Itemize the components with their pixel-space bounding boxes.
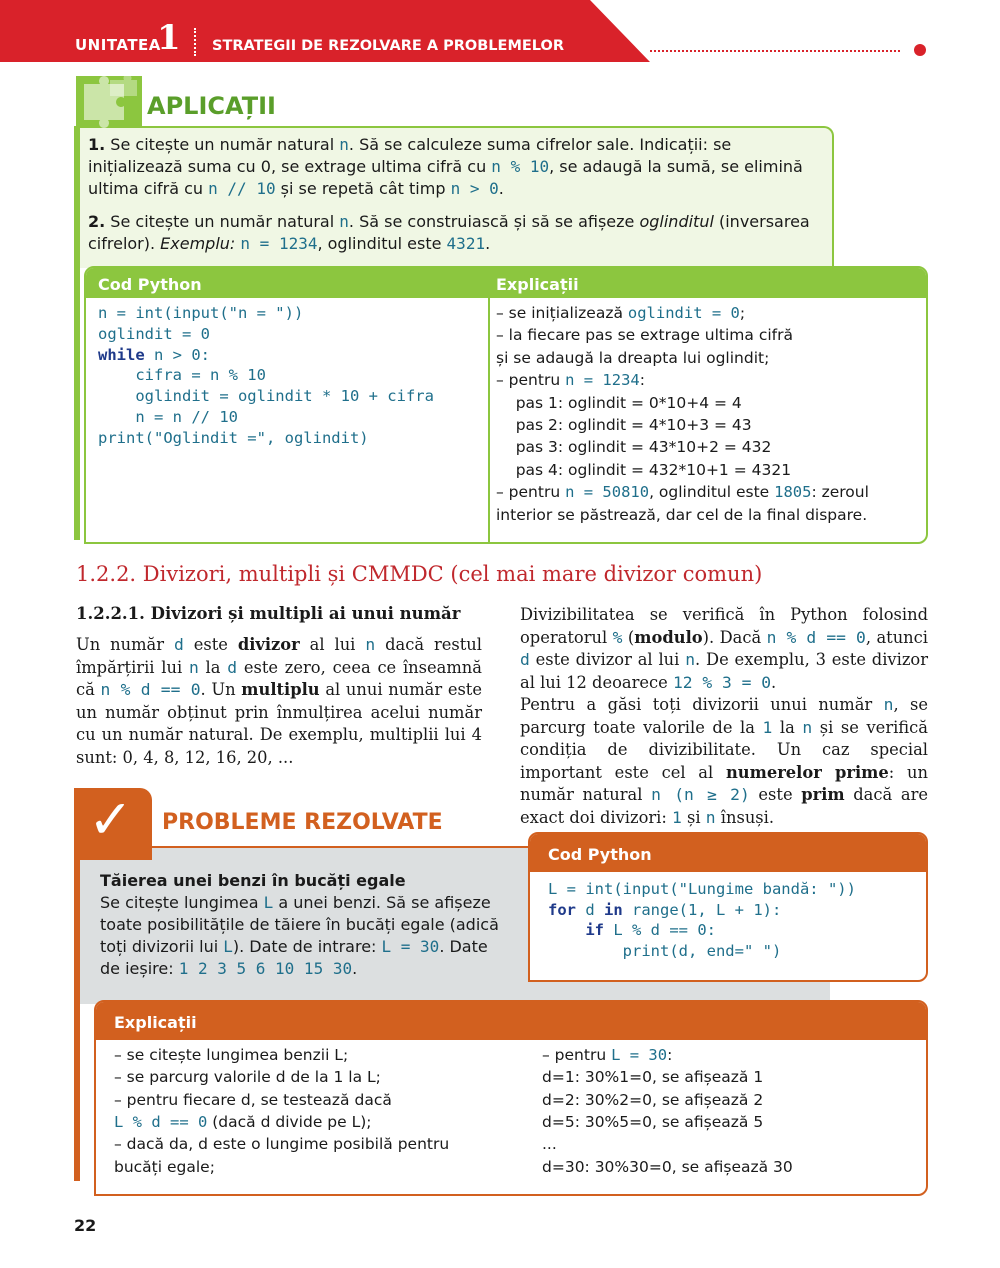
text-run: interior se păstrează, dar cel de la final dispare. <box>496 505 868 524</box>
text-run: Se citește un număr natural <box>105 212 340 231</box>
code-header: Cod Python <box>98 275 202 294</box>
text-line <box>496 326 793 344</box>
text-run: al lui <box>299 635 366 654</box>
text-run: ; <box>739 304 746 322</box>
inline-code: d <box>227 657 238 677</box>
text-run: d=30: 30%30=0, se afișează 30 <box>542 1157 793 1176</box>
probleme-underline <box>152 846 532 848</box>
inline-code: n <box>883 695 894 714</box>
text-run: Pentru a găsi toți divizorii unui număr <box>520 695 884 714</box>
inline-code: 12 % 3 = 0 <box>672 672 772 692</box>
text-run: – se inițializează <box>496 304 628 322</box>
text-line <box>98 346 210 364</box>
inline-code: 1805 <box>774 483 812 502</box>
text-run: ). Date de intrare: <box>232 937 382 956</box>
text-run: este <box>183 635 238 654</box>
text-line <box>114 1158 215 1176</box>
page-number: 22 <box>74 1216 97 1235</box>
problem-expl-header-bar <box>96 1002 926 1040</box>
text-run: , oglinditul este <box>317 234 447 253</box>
text-run: – dacă da, d este o lungime posibilă pentru <box>114 1135 450 1154</box>
text-run: și <box>681 807 706 827</box>
text-line <box>542 1158 793 1176</box>
text-run: . <box>498 179 504 198</box>
text-run: și se repetă cât timp <box>275 179 451 198</box>
bold-text: modulo <box>634 627 703 647</box>
text-run: , se adaugă la sumă, se elimină ultima cifră cu <box>88 157 803 198</box>
inline-code: % <box>612 627 623 647</box>
text-line <box>114 1091 392 1109</box>
bold-text: prim <box>801 785 845 804</box>
text-run: . Să se construiască și să se afișeze <box>348 212 640 231</box>
puzzle-icon <box>76 70 142 128</box>
text-line <box>496 438 771 456</box>
text-line <box>496 304 745 322</box>
inline-code: n (n ≥ 2) <box>651 785 750 804</box>
text-run: – la fiecare pas se extrage ultima cifră <box>496 326 793 345</box>
checkmark-icon: ✓ <box>88 788 134 851</box>
text-line <box>548 901 781 919</box>
text-run: d=5: 30%5=0, se afișează 5 <box>542 1112 764 1131</box>
inline-code: n <box>339 135 349 154</box>
text-line <box>542 1046 672 1064</box>
section-title: 1.2.2. Divizori, multipli și CMMDC (cel mai mare divizor comun) <box>76 562 763 586</box>
header-dotted-line <box>650 50 900 52</box>
text-line <box>114 1046 348 1064</box>
text-run: ( <box>622 627 635 647</box>
text-run: dacă restul împărțirii lui <box>76 635 482 677</box>
text-run: la <box>198 657 228 677</box>
text-run: – pentru fiecare d, se testează dacă <box>114 1090 392 1109</box>
unit-title: STRATEGII DE REZOLVARE A PROBLEMELOR <box>212 38 564 54</box>
text-line <box>496 483 869 501</box>
inline-code: n // 10 <box>208 179 276 198</box>
code-keyword: while <box>98 345 145 364</box>
inline-code: d <box>173 635 184 654</box>
text-run: bucăți egale; <box>114 1157 215 1176</box>
text-run: d=1: 30%1=0, se afișează 1 <box>542 1068 764 1087</box>
inline-code: L % d == 0 <box>114 1112 208 1131</box>
text-run: pas 1: oglindit = 0*10+4 = 4 <box>496 393 742 412</box>
text-run: Divizibilitatea se verifică în Python folosind operatorul <box>520 605 928 647</box>
italic-text: oglinditul <box>639 212 714 231</box>
problem-code-header-bar <box>530 834 926 872</box>
text-run: , oglinditul este <box>649 483 775 502</box>
text-run: : zeroul <box>811 483 869 502</box>
aplicatii-title: APLICAȚII <box>147 92 276 120</box>
text-run: dacă are exact doi divizori: <box>520 785 928 827</box>
inline-code: n % d == 0 <box>100 680 201 699</box>
inline-code: n = 1234 <box>240 234 318 253</box>
bold-text: 2. <box>88 212 106 231</box>
text-run: : un număr natural <box>520 762 928 804</box>
text-line <box>496 461 791 479</box>
text-run: (inversarea cifrelor). <box>88 212 810 253</box>
text-line <box>542 1068 763 1086</box>
oglindit-table <box>84 266 928 544</box>
text-run: . <box>771 672 777 692</box>
inline-code: n <box>705 807 716 827</box>
explanation-header: Explicații <box>496 275 579 294</box>
text-run: Se citește un număr natural <box>105 135 340 154</box>
problem-title: Tăierea unei benzi în bucăți egale <box>100 871 406 890</box>
inline-code: 1 <box>762 717 773 737</box>
text-run: a unei benzi. Să se afișeze toate posibilitățile de tăiere în bucăți egale (adică toți divizorii lui <box>100 893 499 956</box>
inline-code: n <box>365 635 376 654</box>
text-run: – se citește lungimea benzii L; <box>114 1046 349 1064</box>
inline-code: n = 1234 <box>565 371 640 390</box>
inline-code: n <box>685 650 696 669</box>
text-run: ). Dacă <box>702 627 767 647</box>
text-line <box>114 1135 449 1153</box>
text-line <box>548 880 856 898</box>
text-line <box>496 349 769 367</box>
text-run: pas 3: oglindit = 43*10+2 = 432 <box>496 438 772 457</box>
text-line <box>98 304 303 322</box>
text-line <box>542 1091 763 1109</box>
bold-text: 1. <box>88 135 106 154</box>
text-line <box>98 429 369 447</box>
inline-code: print("Oglindit =", oglindit) <box>98 428 369 447</box>
text-run: – se parcurg valorile d de la 1 la L; <box>114 1068 381 1087</box>
inline-code: n % 10 <box>491 157 550 176</box>
inline-code: cifra = n % 10 <box>98 366 266 385</box>
problem-expl-header: Explicații <box>114 1013 197 1032</box>
problem-statement <box>100 892 500 980</box>
inline-code: d <box>520 650 530 669</box>
inline-code: L <box>223 937 233 956</box>
text-run: – pentru <box>496 371 566 390</box>
text-run: la <box>772 717 803 737</box>
text-line <box>98 387 434 405</box>
text-line <box>114 1068 381 1086</box>
inline-code: oglindit = oglindit * 10 + cifra <box>98 387 434 406</box>
header-separator <box>194 28 196 56</box>
text-run: este <box>749 785 802 804</box>
text-run: Un număr <box>76 635 174 654</box>
text-line <box>496 506 867 524</box>
inline-code: L = int(input("Lungime bandă: ")) <box>548 880 856 898</box>
code-keyword: in <box>604 900 623 919</box>
italic-text: Exemplu: <box>160 234 236 253</box>
inline-code: n % d == 0 <box>766 627 866 647</box>
table-divider <box>488 298 490 542</box>
text-run: , atunci <box>865 627 928 647</box>
aplicatii-problem-1 <box>88 134 823 200</box>
text-run: este divizor al lui <box>529 650 686 669</box>
right-paragraph-1 <box>520 604 928 694</box>
text-line <box>98 325 210 343</box>
left-paragraph <box>76 634 482 769</box>
inline-code: n <box>802 717 813 737</box>
text-run: este zero, ceea ce înseamnă că <box>76 657 482 699</box>
code-keyword: for <box>548 900 576 919</box>
text-run: pas 4: oglindit = 432*10+1 = 4321 <box>496 460 792 479</box>
text-run: . De exemplu, 3 este divizor al lui 12 deoarece <box>520 650 928 692</box>
inline-code: print(d, end=" ") <box>548 941 782 960</box>
text-line <box>98 408 238 426</box>
inline-code: 4321 <box>446 234 486 253</box>
inline-code: oglindit = 0 <box>98 324 210 343</box>
text-run: însuși. <box>715 807 775 827</box>
text-run: . <box>352 959 358 978</box>
inline-code: 1 2 3 5 6 10 15 30 <box>178 959 353 978</box>
text-run: . Un <box>200 680 242 699</box>
problem-explanation-box <box>94 1000 928 1196</box>
text-line <box>496 371 645 389</box>
text-line <box>496 416 752 434</box>
inline-code: L = 30 <box>381 937 440 956</box>
probleme-left-bar <box>74 846 80 1181</box>
aplicatii-left-bar <box>74 126 80 540</box>
inline-code: n <box>188 657 199 677</box>
unit-label: UNITATEA <box>75 36 161 54</box>
inline-code: L % d == 0: <box>604 921 716 939</box>
text-run: al unui număr este un număr obținut prin înmulțirea acelui număr cu un număr natural. De exemplu, multiplii lui 4 sunt: 0, 4, 8, 12, 16, 20, ... <box>76 680 482 767</box>
text-run: Se citește lungimea <box>100 893 264 912</box>
inline-code: L = 30 <box>611 1046 668 1064</box>
probleme-title: PROBLEME REZOLVATE <box>162 810 443 835</box>
inline-code: n <box>339 212 349 231</box>
text-run: d=2: 30%2=0, se afișează 2 <box>542 1090 764 1109</box>
text-run: . Date de ieșire: <box>100 937 488 978</box>
text-run: (dacă d divide pe L); <box>207 1112 372 1131</box>
text-run: , se parcurg toate valorile de la <box>520 695 929 737</box>
bold-text: divizor <box>237 635 300 654</box>
text-line <box>542 1135 557 1153</box>
text-line <box>548 921 716 939</box>
code-keyword: if <box>585 921 604 939</box>
inline-code: n = n // 10 <box>98 408 238 426</box>
inline-code: 1 <box>672 807 682 827</box>
text-run: . <box>485 234 491 253</box>
inline-code: oglindit = 0 <box>627 304 740 322</box>
text-run: ... <box>542 1135 557 1154</box>
inline-code: L <box>263 893 274 912</box>
inline-code: n > 0 <box>450 179 499 198</box>
right-paragraph-2 <box>520 694 928 829</box>
text-run: și se verifică condiția de divizibilitate. Un caz special important este cel al <box>520 717 928 782</box>
subsection-title: 1.2.2.1. Divizori și multipli ai unui număr <box>76 604 461 623</box>
bold-text: multiplu <box>241 680 320 699</box>
text-line <box>496 394 742 412</box>
aplicatii-problem-2 <box>88 211 823 255</box>
inline-code: range(1, L + 1): <box>622 900 782 919</box>
unit-number: 1 <box>157 18 181 58</box>
inline-code: n = int(input("n = ")) <box>98 304 304 322</box>
problem-code-header: Cod Python <box>548 845 652 864</box>
problem-code-box <box>528 832 928 982</box>
text-line <box>542 1113 763 1131</box>
inline-code: n > 0: <box>144 345 210 364</box>
text-line <box>98 366 266 384</box>
text-run: . Să se calculeze suma cifrelor sale. Indicații: se inițializează suma cu 0, se extrage ultima cifră cu <box>88 135 732 176</box>
text-run: și se adaugă la dreapta lui oglindit; <box>496 348 770 367</box>
inline-code: n = 50810 <box>565 483 650 502</box>
bold-text: numerelor prime <box>725 762 889 782</box>
text-line <box>114 1113 372 1131</box>
header-dot <box>914 44 926 56</box>
text-run: : <box>667 1046 673 1064</box>
text-line <box>548 942 781 960</box>
text-run: : <box>639 371 645 390</box>
text-run: pas 2: oglindit = 4*10+3 = 43 <box>496 416 752 434</box>
inline-code <box>548 921 585 939</box>
text-run: – pentru <box>542 1046 612 1064</box>
text-run: – pentru <box>496 483 566 502</box>
inline-code: d <box>576 900 604 919</box>
